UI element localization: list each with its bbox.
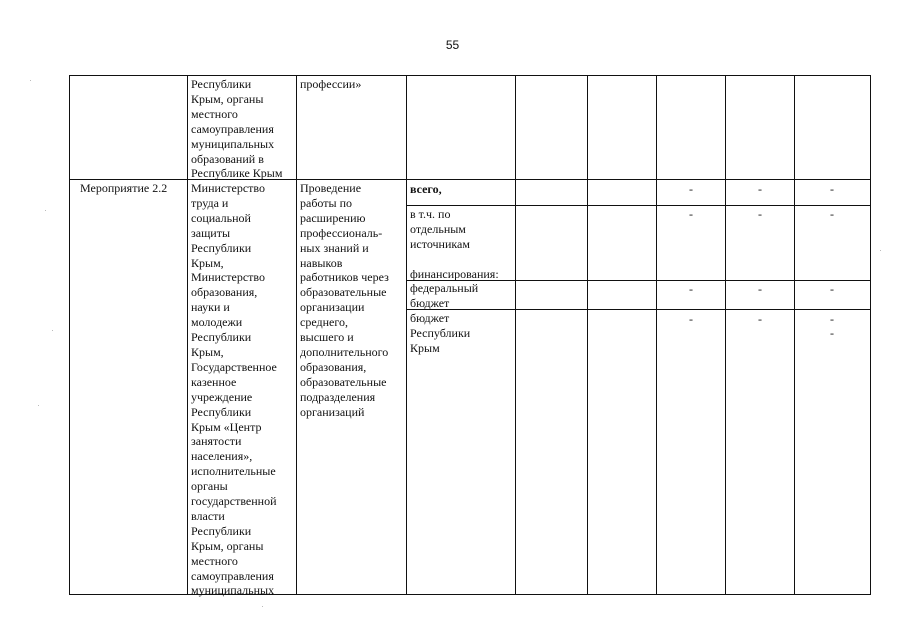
regional-value-1: -: [689, 312, 693, 326]
measure-executor: Министерство труда и социальной защиты Республики Крым, Министерство образования, науки и молодежи Республики Крым, Государственное казенное учреждение Республики Крым «Центр занятости населения», исполнительные органы государственной власти Республики Крым, органы местного самоуправления муниципальных: [191, 181, 277, 598]
funding-total-label: всего,: [410, 182, 442, 196]
total-value-2: -: [758, 182, 762, 196]
federal-value-3: -: [830, 282, 834, 296]
continued-executor: Республики Крым, органы местного самоуправления муниципальных образований в Республике Крым: [191, 77, 283, 181]
regional-value-3: - -: [830, 312, 834, 340]
sources-value-2: -: [758, 207, 762, 221]
federal-value-2: -: [758, 282, 762, 296]
regional-value-2: -: [758, 312, 762, 326]
total-value-1: -: [689, 182, 693, 196]
federal-value-1: -: [689, 282, 693, 296]
funding-table: [69, 75, 871, 598]
total-value-3: -: [830, 182, 834, 196]
sources-value-3: -: [830, 207, 834, 221]
funding-federal-label: федеральный бюджет: [410, 281, 479, 310]
page-number: 55: [445, 38, 460, 52]
measure-content: Проведение работы по расширению профессиональ- ных знаний и навыков работников через образовательные организации среднего, высшего и дополнительного образования, образовательные подразделения организаций: [300, 181, 389, 419]
sources-value-1: -: [689, 207, 693, 221]
continued-content: профессии»: [300, 77, 362, 91]
measure-name: Мероприятие 2.2: [80, 181, 168, 195]
funding-regional-label: бюджет Республики Крым: [410, 311, 471, 355]
funding-sources-label: в т.ч. по отдельным источникам финансирования:: [410, 207, 499, 281]
